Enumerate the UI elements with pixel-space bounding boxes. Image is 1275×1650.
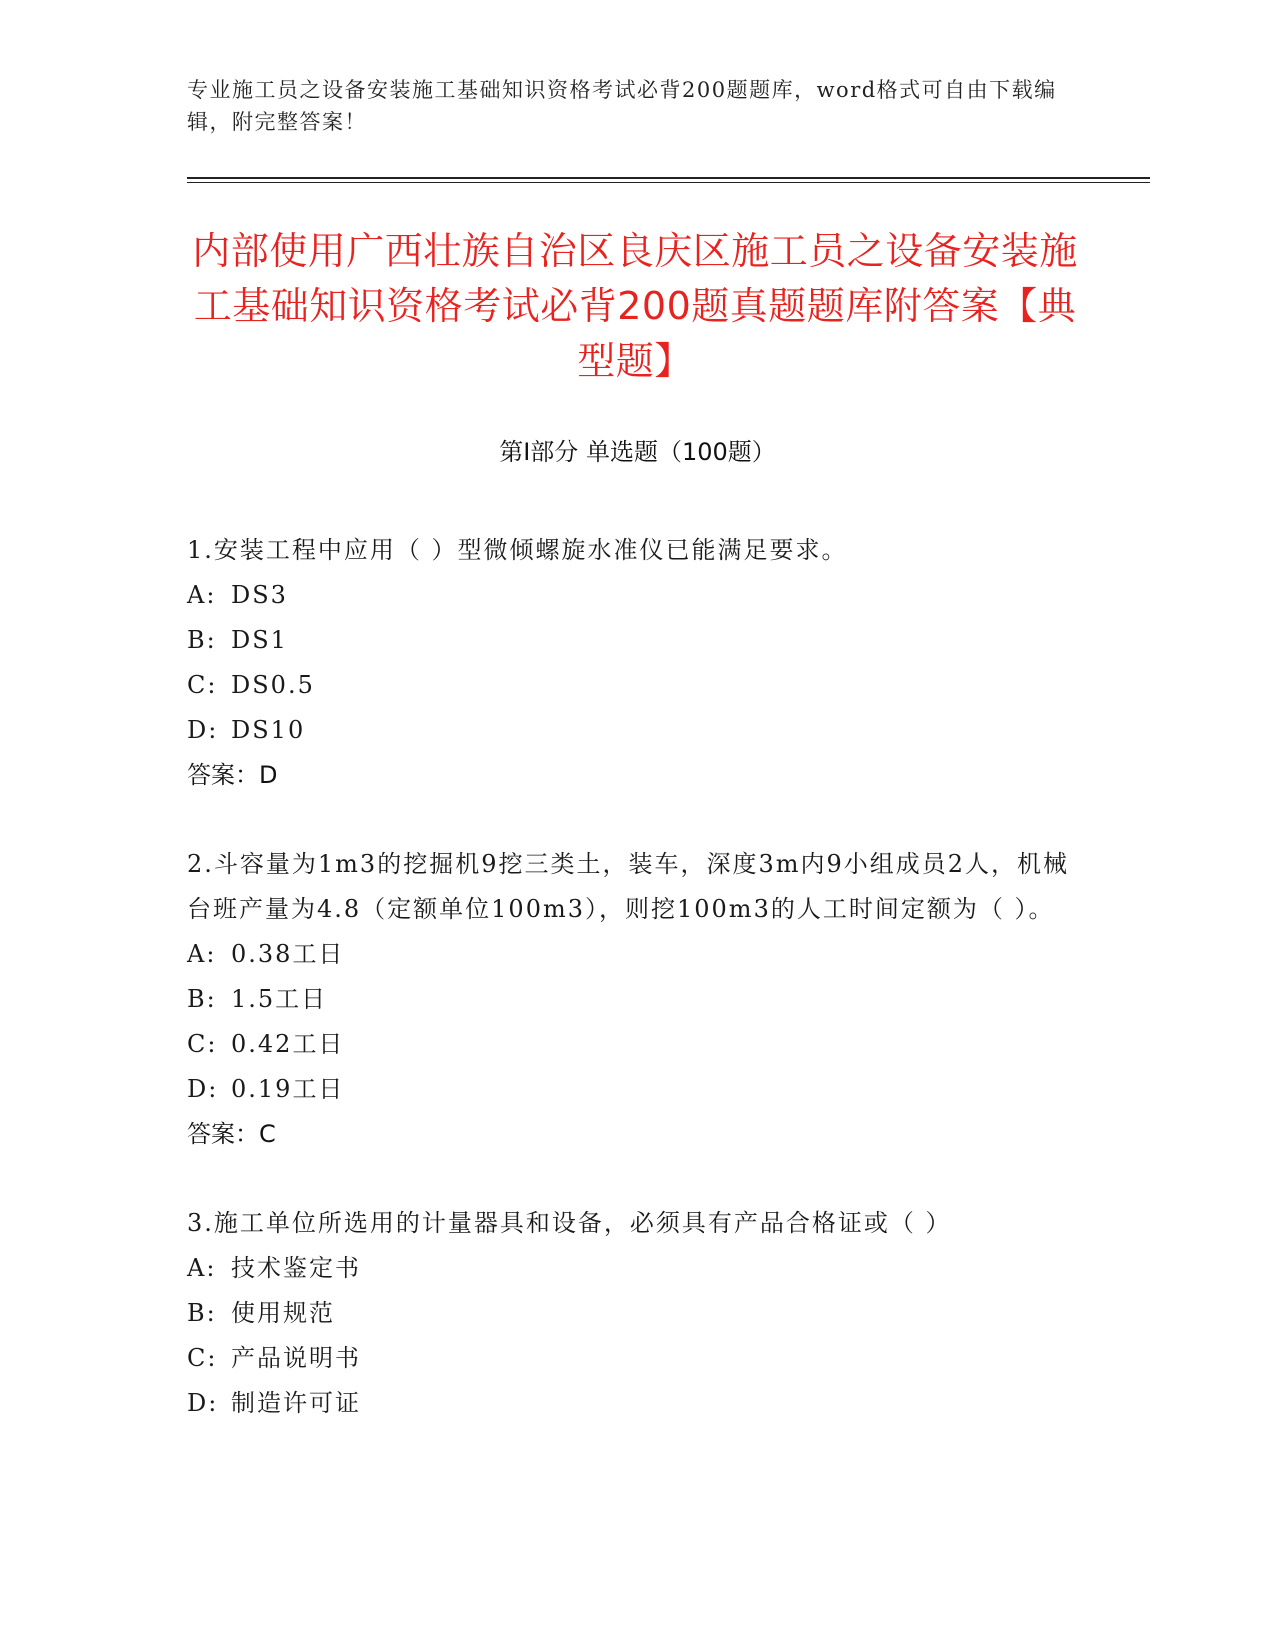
- header-note: 专业施工员之设备安装施工基础知识资格考试必背200题题库，word格式可自由下载编辑，附完整答案！: [187, 78, 1057, 134]
- question-text: 3.施工单位所选用的计量器具和设备，必须具有产品合格证或（ ）: [187, 1209, 952, 1237]
- option-text: 0.42工日: [231, 1030, 345, 1058]
- option-text: DS3: [231, 581, 288, 609]
- option-text: DS1: [231, 626, 288, 654]
- option-text: 制造许可证: [231, 1389, 361, 1417]
- option-text: DS0.5: [231, 671, 315, 699]
- question-3: [187, 1201, 1077, 1426]
- question-text: 1.安装工程中应用（ ）型微倾螺旋水准仪已能满足要求。: [187, 536, 848, 564]
- option-d: [187, 1067, 1077, 1112]
- option-letter: B:: [187, 985, 217, 1013]
- answer-line: 答案：D: [187, 761, 278, 789]
- option-text: DS10: [231, 716, 306, 744]
- option-a: [187, 1246, 1077, 1291]
- option-letter: D:: [187, 1075, 219, 1103]
- question-2: [187, 842, 1077, 1157]
- option-letter: A:: [187, 940, 217, 968]
- option-a: [187, 932, 1077, 977]
- option-d: [187, 708, 1077, 753]
- answer-line: 答案：C: [187, 1120, 276, 1148]
- option-b: [187, 1291, 1077, 1336]
- option-text: 0.38工日: [231, 940, 345, 968]
- option-letter: C:: [187, 1344, 218, 1372]
- option-a: [187, 573, 1077, 618]
- option-b: [187, 618, 1077, 663]
- question-text: 2.斗容量为1m3的挖掘机9挖三类土，装车，深度3m内9小组成员2人，机械台班产量为4.8（定额单位100m3），则挖100m3的人工时间定额为（ ）。: [187, 850, 1070, 923]
- option-letter: C:: [187, 671, 218, 699]
- option-letter: B:: [187, 1299, 217, 1327]
- document-title: 内部使用广西壮族自治区良庆区施工员之设备安装施工基础知识资格考试必背200题真题题库附答案【典型题】: [192, 229, 1078, 383]
- header-divider-thick: [187, 177, 1150, 179]
- option-letter: B:: [187, 626, 217, 654]
- option-text: 产品说明书: [231, 1344, 361, 1372]
- question-1: [187, 528, 1077, 798]
- option-text: 技术鉴定书: [231, 1254, 361, 1282]
- option-d: [187, 1381, 1077, 1426]
- header-divider-thin: [187, 182, 1150, 183]
- option-letter: A:: [187, 581, 217, 609]
- option-text: 0.19工日: [231, 1075, 345, 1103]
- option-letter: D:: [187, 1389, 219, 1417]
- option-letter: D:: [187, 716, 219, 744]
- option-letter: A:: [187, 1254, 217, 1282]
- question-list: [187, 528, 1077, 1470]
- option-c: [187, 1022, 1077, 1067]
- section-title: 第Ⅰ部分 单选题（100题）: [499, 438, 776, 466]
- option-c: [187, 663, 1077, 708]
- option-letter: C:: [187, 1030, 218, 1058]
- option-text: 使用规范: [231, 1299, 335, 1327]
- option-c: [187, 1336, 1077, 1381]
- option-text: 1.5工日: [231, 985, 328, 1013]
- option-b: [187, 977, 1077, 1022]
